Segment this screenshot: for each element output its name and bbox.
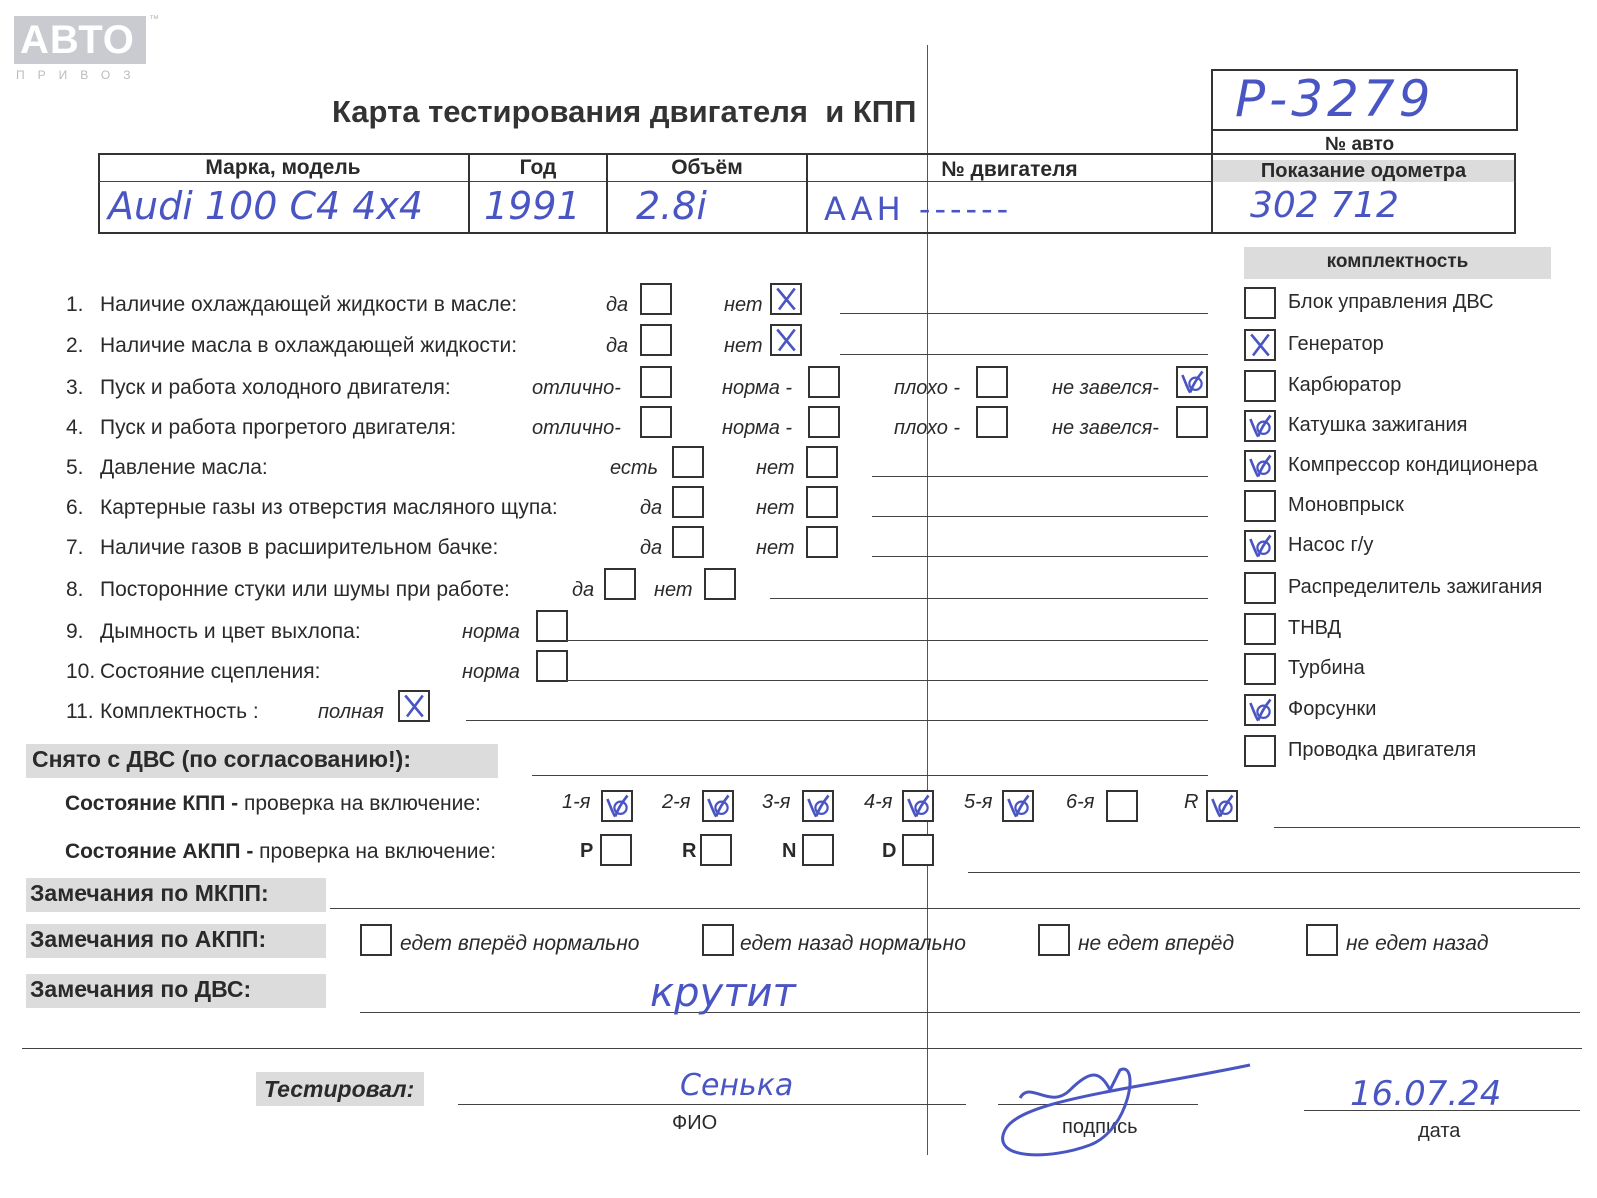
option-label: норма - <box>722 377 793 399</box>
page-title: Карта тестирования двигателя и КПП <box>332 94 917 129</box>
kpp-gear-label: R <box>1184 791 1199 813</box>
logo-tm: ™ <box>149 14 159 25</box>
komplekt-item-label: Распределитель зажигания <box>1288 576 1543 598</box>
zam-dvs-line <box>360 1012 1580 1013</box>
komplekt-checkbox[interactable] <box>1244 287 1276 319</box>
question-2-o2-checkbox[interactable] <box>770 324 802 356</box>
kpp-gear-checkbox[interactable] <box>1106 790 1138 822</box>
question-3-o3-checkbox[interactable] <box>976 366 1008 398</box>
question-9-o1-checkbox[interactable] <box>536 610 568 642</box>
question-text: Наличие газов в расширительном бачке: <box>100 536 499 559</box>
option-label: нет <box>654 579 693 601</box>
akpp-label-bold: Состояние АКПП - <box>65 840 254 863</box>
answer-line <box>466 720 1208 721</box>
question-number: 9. <box>66 620 84 643</box>
question-number: 7. <box>66 536 84 559</box>
komplekt-item-label: Моновпрыск <box>1288 494 1404 516</box>
kpp-gear-checkbox[interactable] <box>902 790 934 822</box>
option-label: да <box>640 497 663 519</box>
question-number: 8. <box>66 578 84 601</box>
question-text: Картерные газы из отверстия масляного щупа: <box>100 496 558 519</box>
komplekt-checkbox[interactable] <box>1244 530 1276 562</box>
akpp-option-checkbox[interactable] <box>360 924 392 956</box>
snyato-line <box>532 775 1208 776</box>
akpp-gear-label: N <box>782 840 797 862</box>
answer-line <box>770 598 1208 599</box>
komplekt-item-label: ТНВД <box>1288 617 1342 639</box>
komplekt-checkbox[interactable] <box>1244 410 1276 442</box>
question-8-o2-checkbox[interactable] <box>704 568 736 600</box>
option-label: норма <box>462 621 520 643</box>
question-6-o1-checkbox[interactable] <box>672 486 704 518</box>
question-3-o1-checkbox[interactable] <box>640 366 672 398</box>
komplekt-item-label: Проводка двигателя <box>1288 739 1477 761</box>
komplekt-item-label: Компрессор кондиционера <box>1288 454 1538 476</box>
answer-line <box>872 556 1208 557</box>
option-label: отлично- <box>532 377 621 399</box>
question-3-o2-checkbox[interactable] <box>808 366 840 398</box>
akpp-label <box>65 840 496 864</box>
kpp-gear-checkbox[interactable] <box>802 790 834 822</box>
question-7-o2-checkbox[interactable] <box>806 526 838 558</box>
kpp-gear-checkbox[interactable] <box>702 790 734 822</box>
option-label: плохо - <box>894 377 961 399</box>
fio-value: Сенька <box>680 1068 794 1103</box>
question-number: 1. <box>66 293 84 316</box>
question-4-o2-checkbox[interactable] <box>808 406 840 438</box>
kpp-gear-label: 2-я <box>662 791 691 813</box>
akpp-gear-checkbox[interactable] <box>700 834 732 866</box>
question-3-o4-checkbox[interactable] <box>1176 366 1208 398</box>
kpp-gear-label: 6-я <box>1066 791 1095 813</box>
snyato-label: Снято с ДВС (по согласованию!): <box>32 746 411 772</box>
dvig-label: № двигателя <box>941 158 1078 181</box>
question-8-o1-checkbox[interactable] <box>604 568 636 600</box>
data-label: дата <box>1418 1120 1461 1142</box>
logo-sub: ПРИВОЗ <box>16 68 144 82</box>
option-label: да <box>572 579 595 601</box>
odo-value: 302 712 <box>1250 185 1399 226</box>
odo-label: Показание одометра <box>1260 160 1467 182</box>
akpp-option-checkbox[interactable] <box>702 924 734 956</box>
option-label: норма - <box>722 417 793 439</box>
zam-dvs-label: Замечания по ДВС: <box>30 976 252 1002</box>
dvig-value: AAH ------ <box>824 190 1013 228</box>
question-text: Пуск и работа холодного двигателя: <box>100 376 451 399</box>
akpp-option-checkbox[interactable] <box>1306 924 1338 956</box>
data-value: 16.07.24 <box>1350 1074 1502 1114</box>
podpis-label: подпись <box>1062 1116 1138 1138</box>
answer-line <box>840 313 1208 314</box>
komplekt-checkbox[interactable] <box>1244 694 1276 726</box>
question-5-o1-checkbox[interactable] <box>672 446 704 478</box>
obem-label: Объём <box>671 156 743 179</box>
zam-mkpp-line <box>330 908 1580 909</box>
komplekt-item-label: Блок управления ДВС <box>1288 291 1494 313</box>
testiroval-label: Тестировал: <box>264 1076 415 1102</box>
question-number: 3. <box>66 376 84 399</box>
question-number: 6. <box>66 496 84 519</box>
question-number: 11. <box>66 700 94 723</box>
option-label: норма <box>462 661 520 683</box>
question-text: Состояние сцепления: <box>100 660 321 683</box>
akpp-gear-checkbox[interactable] <box>600 834 632 866</box>
marka-label: Марка, модель <box>205 156 361 179</box>
komplekt-checkbox[interactable] <box>1244 329 1276 361</box>
question-number: 2. <box>66 334 84 357</box>
komplekt-checkbox[interactable] <box>1244 572 1276 604</box>
question-1-o1-checkbox[interactable] <box>640 283 672 315</box>
komplekt-checkbox[interactable] <box>1244 370 1276 402</box>
komplekt-checkbox[interactable] <box>1244 490 1276 522</box>
kpp-line <box>1274 827 1580 828</box>
komplekt-checkbox[interactable] <box>1244 450 1276 482</box>
kpp-gear-checkbox[interactable] <box>1002 790 1034 822</box>
kpp-gear-label: 3-я <box>762 791 791 813</box>
option-label: да <box>606 294 629 316</box>
option-label: отлично- <box>532 417 621 439</box>
akpp-option-label: не едет назад <box>1346 932 1489 955</box>
question-11-o1-checkbox[interactable] <box>398 690 430 722</box>
option-label: не завелся- <box>1052 377 1159 399</box>
god-label: Год <box>519 156 557 179</box>
kpp-gear-label: 4-я <box>864 791 893 813</box>
option-label: нет <box>756 497 795 519</box>
kpp-gear-label: 5-я <box>964 791 993 813</box>
kpp-label-rest: проверка на включение: <box>238 792 481 815</box>
fio-line <box>458 1104 966 1105</box>
komplekt-checkbox[interactable] <box>1244 613 1276 645</box>
bottom-separator <box>22 1048 1582 1049</box>
question-number: 5. <box>66 456 84 479</box>
kpp-gear-label: 1-я <box>562 791 591 813</box>
logo-brand: АВТО <box>20 18 135 62</box>
akpp-gear-label: P <box>580 840 594 862</box>
question-number: 10. <box>66 660 96 683</box>
god-value: 1991 <box>484 184 581 228</box>
akpp-option-label: не едет вперёд <box>1078 932 1235 955</box>
akpp-option-label: едет назад нормально <box>740 932 966 955</box>
question-text: Наличие охлаждающей жидкости в масле: <box>100 293 518 316</box>
akpp-gear-checkbox[interactable] <box>802 834 834 866</box>
question-text: Давление масла: <box>100 456 268 479</box>
kpp-gear-checkbox[interactable] <box>601 790 633 822</box>
komplekt-checkbox[interactable] <box>1244 735 1276 767</box>
komplekt-item-label: Генератор <box>1288 333 1384 355</box>
question-6-o2-checkbox[interactable] <box>806 486 838 518</box>
komplekt-item-label: Карбюратор <box>1288 374 1402 396</box>
komplekt-checkbox[interactable] <box>1244 653 1276 685</box>
question-10-o1-checkbox[interactable] <box>536 650 568 682</box>
akpp-gear-checkbox[interactable] <box>902 834 934 866</box>
question-text: Комплектность : <box>100 700 259 723</box>
akpp-option-checkbox[interactable] <box>1038 924 1070 956</box>
question-text: Посторонние стуки или шумы при работе: <box>100 578 510 601</box>
komplekt-item-label: Турбина <box>1288 657 1365 679</box>
zam-akpp-label: Замечания по АКПП: <box>30 926 267 952</box>
option-label: есть <box>610 457 659 479</box>
question-text: Пуск и работа прогретого двигателя: <box>100 416 457 439</box>
option-label: нет <box>756 537 795 559</box>
answer-line <box>872 476 1208 477</box>
option-label: нет <box>756 457 795 479</box>
komplekt-item-label: Катушка зажигания <box>1288 414 1468 436</box>
akpp-option-label: едет вперёд нормально <box>400 932 640 955</box>
akpp-line <box>968 872 1580 873</box>
answer-line <box>872 516 1208 517</box>
option-label: плохо - <box>894 417 961 439</box>
question-4-o3-checkbox[interactable] <box>976 406 1008 438</box>
car-number-value: Р-3279 <box>1235 70 1435 128</box>
akpp-gear-label: R <box>682 840 697 862</box>
komplekt-item-label: Форсунки <box>1288 698 1377 720</box>
fio-label: ФИО <box>672 1112 718 1134</box>
option-label: да <box>640 537 663 559</box>
option-label: полная <box>318 701 384 723</box>
answer-line <box>840 354 1208 355</box>
option-label: да <box>606 335 629 357</box>
question-text: Дымность и цвет выхлопа: <box>100 620 361 643</box>
option-label: нет <box>724 335 763 357</box>
komplekt-title: комплектность <box>1326 251 1469 272</box>
question-2-o1-checkbox[interactable] <box>640 324 672 356</box>
option-label: нет <box>724 294 763 316</box>
question-4-o4-checkbox[interactable] <box>1176 406 1208 438</box>
logo <box>14 14 159 82</box>
kpp-label-bold: Состояние КПП - <box>65 792 239 815</box>
question-1-o2-checkbox[interactable] <box>770 283 802 315</box>
question-4-o1-checkbox[interactable] <box>640 406 672 438</box>
signature-image <box>990 1050 1290 1170</box>
kpp-label <box>65 792 481 816</box>
question-7-o1-checkbox[interactable] <box>672 526 704 558</box>
akpp-label-rest: проверка на включение: <box>253 840 497 863</box>
car-number-label: № авто <box>1325 134 1395 155</box>
obem-value: 2.8i <box>636 184 707 228</box>
question-number: 4. <box>66 416 84 439</box>
kpp-gear-checkbox[interactable] <box>1206 790 1238 822</box>
question-5-o2-checkbox[interactable] <box>806 446 838 478</box>
marka-value: Audi 100 C4 4x4 <box>108 184 424 228</box>
answer-line <box>566 640 1208 641</box>
akpp-gear-label: D <box>882 840 897 862</box>
option-label: не завелся- <box>1052 417 1159 439</box>
answer-line <box>566 680 1208 681</box>
question-text: Наличие масла в охлаждающей жидкости: <box>100 334 518 357</box>
zam-dvs-value: крутит <box>650 970 796 1016</box>
zam-mkpp-label: Замечания по МКПП: <box>30 880 269 906</box>
komplekt-item-label: Насос г/у <box>1288 534 1374 556</box>
